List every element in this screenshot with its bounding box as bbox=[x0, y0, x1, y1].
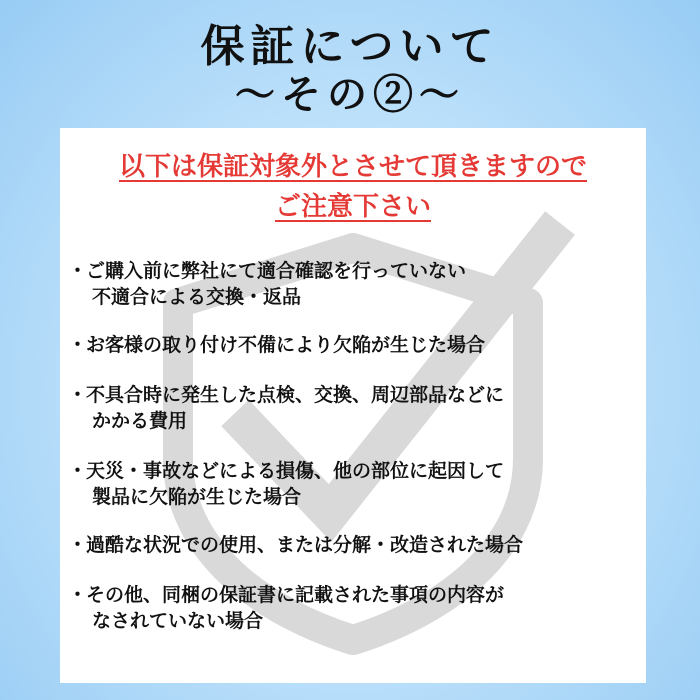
notice-line-1: 以下は保証対象外とさせて頂きますので bbox=[118, 152, 587, 182]
bullet-point: ・ bbox=[68, 260, 88, 282]
exclusion-list bbox=[60, 128, 646, 683]
notice-line-2: ご注意下さい bbox=[274, 192, 431, 222]
list-item bbox=[68, 382, 638, 434]
bullet-point: ・ bbox=[68, 460, 88, 482]
list-item-text: 不具合時に発生した点検、交換、周辺部品などに bbox=[86, 384, 505, 406]
list-item bbox=[68, 532, 638, 558]
bullet-point: ・ bbox=[68, 384, 88, 406]
list-item bbox=[68, 458, 638, 510]
page-subtitle: 〜その②〜 bbox=[235, 71, 465, 118]
list-item-text-continued: 製品に欠陥が生じた場合 bbox=[92, 486, 302, 508]
content-card bbox=[60, 128, 646, 683]
list-item-text: お客様の取り付け不備により欠陥が生じた場合 bbox=[86, 334, 486, 356]
bullet-point: ・ bbox=[68, 334, 88, 356]
list-item-text: ご購入前に弊社にて適合確認を行っていない bbox=[86, 260, 467, 282]
list-item-text-continued: 不適合による交換・返品 bbox=[92, 286, 302, 308]
list-item bbox=[68, 258, 638, 310]
list-item bbox=[68, 582, 638, 634]
page-title: 保証について bbox=[200, 21, 500, 72]
list-item-text-continued: なされていない場合 bbox=[92, 610, 264, 632]
list-item-text: 天災・事故などによる損傷、他の部位に起因して bbox=[86, 460, 505, 482]
list-item-text-continued: かかる費用 bbox=[92, 410, 188, 432]
list-item bbox=[68, 332, 638, 358]
bullet-point: ・ bbox=[68, 534, 88, 556]
bullet-point: ・ bbox=[68, 584, 88, 606]
list-item-text: 過酷な状況での使用、または分解・改造された場合 bbox=[86, 534, 524, 556]
list-item-text: その他、同梱の保証書に記載された事項の内容が bbox=[86, 584, 505, 606]
